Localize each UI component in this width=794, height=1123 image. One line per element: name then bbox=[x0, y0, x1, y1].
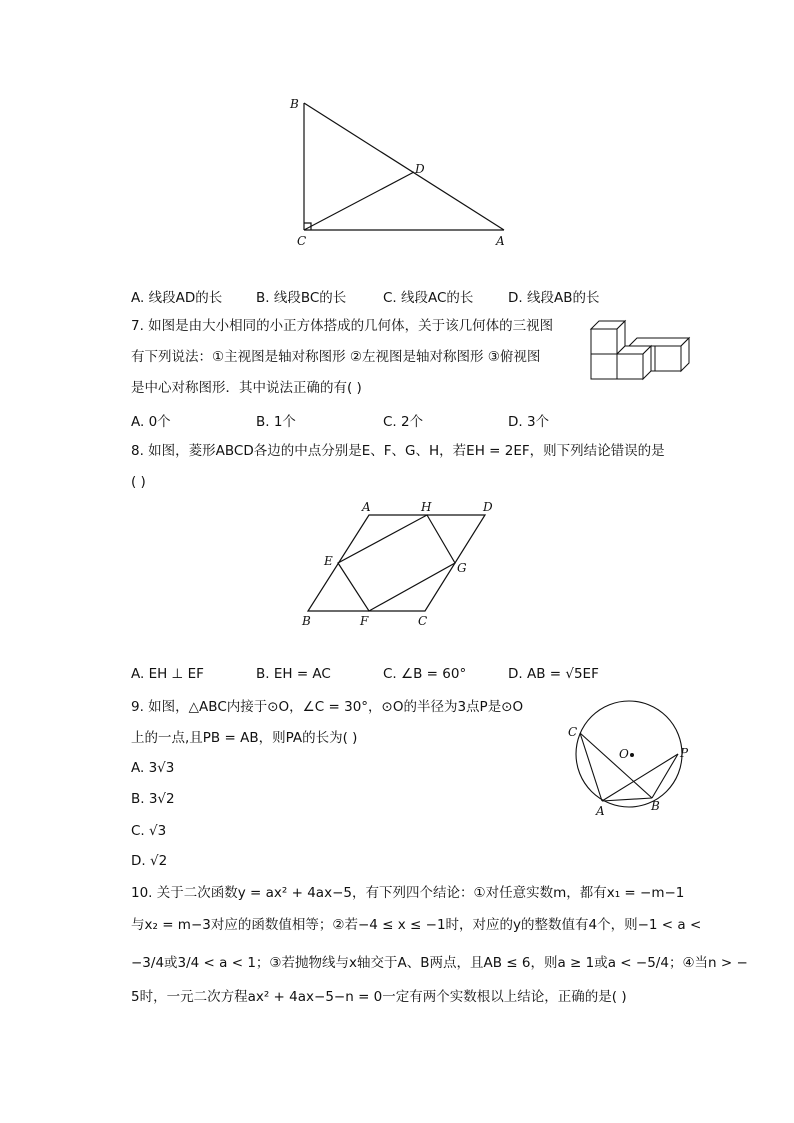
label-A: A bbox=[596, 804, 605, 818]
q9-option-a: A. 3√3 bbox=[131, 760, 175, 776]
q8-line-1: 8. 如图，菱形ABCD各边的中点分别是E、F、G、H，若EH = 2EF，则下列结论错误的是 bbox=[131, 443, 665, 459]
q9-line-2: 上的一点,且PB = AB，则PA的长为( ) bbox=[131, 730, 358, 746]
label-A: A bbox=[362, 500, 371, 514]
q10-line-2: 与x₂ = m−3对应的函数值相等；②若−4 ≤ x ≤ −1时，对应的y的整数值有4个，则−1 < a < bbox=[131, 917, 702, 933]
label-O: O bbox=[619, 747, 629, 761]
label-B: B bbox=[290, 97, 299, 111]
q9-option-c: C. √3 bbox=[131, 823, 167, 839]
q9-option-d: D. √2 bbox=[131, 853, 168, 869]
q7-option-b: B. 1个 bbox=[256, 414, 296, 430]
q10-line-3: −3/4或3/4 < a < 1；③若抛物线与x轴交于A、B两点，且AB ≤ 6，则a ≥ 1或a < −5/4；④当n > − bbox=[131, 955, 748, 971]
q7-line-2: 有下列说法：①主视图是轴对称图形 ②左视图是轴对称图形 ③俯视图 bbox=[131, 349, 541, 365]
q6-option-d: D. 线段AB的长 bbox=[508, 290, 600, 306]
q8-option-b: B. EH = AC bbox=[256, 666, 331, 682]
q10-line-4: 5时，一元二次方程ax² + 4ax−5−n = 0一定有两个实数根以上结论，正确的是( ) bbox=[131, 989, 627, 1005]
q7-line-3: 是中心对称图形．其中说法正确的有( ) bbox=[131, 380, 362, 396]
q8-option-a: A. EH ⊥ EF bbox=[131, 666, 204, 682]
q7-option-a: A. 0个 bbox=[131, 414, 171, 430]
q8-line-2: ( ) bbox=[131, 474, 146, 490]
q10-line-1: 10. 关于二次函数y = ax² + 4ax−5，有下列四个结论：①对任意实数m，都有x₁ = −m−1 bbox=[131, 885, 685, 901]
label-C: C bbox=[568, 725, 578, 739]
q7-option-d: D. 3个 bbox=[508, 414, 550, 430]
q6-option-c: C. 线段AC的长 bbox=[383, 290, 474, 306]
q9-option-b: B. 3√2 bbox=[131, 791, 175, 807]
q8-option-d: D. AB = √5EF bbox=[508, 666, 599, 682]
label-A: A bbox=[496, 234, 505, 248]
label-B: B bbox=[651, 799, 660, 813]
q7-option-c: C. 2个 bbox=[383, 414, 424, 430]
label-C: C bbox=[297, 234, 307, 248]
q9-line-1: 9. 如图，△ABC内接于⊙O，∠C = 30°，⊙O的半径为3点P是⊙O bbox=[131, 699, 524, 715]
label-H: H bbox=[421, 500, 432, 514]
q6-option-b: B. 线段BC的长 bbox=[256, 290, 347, 306]
label-D: D bbox=[415, 162, 425, 176]
circle-O bbox=[576, 701, 682, 807]
q6-option-a: A. 线段AD的长 bbox=[131, 290, 223, 306]
label-P: P bbox=[680, 746, 689, 760]
label-D: D bbox=[483, 500, 493, 514]
label-G: G bbox=[457, 561, 467, 575]
label-B: B bbox=[302, 614, 311, 628]
q7-line-1: 7. 如图是由大小相同的小正方体搭成的几何体，关于该几何体的三视图 bbox=[131, 318, 554, 334]
label-E: E bbox=[324, 554, 333, 568]
q8-option-c: C. ∠B = 60° bbox=[383, 666, 467, 682]
label-C: C bbox=[418, 614, 428, 628]
label-F: F bbox=[360, 614, 369, 628]
center-dot bbox=[630, 753, 634, 757]
